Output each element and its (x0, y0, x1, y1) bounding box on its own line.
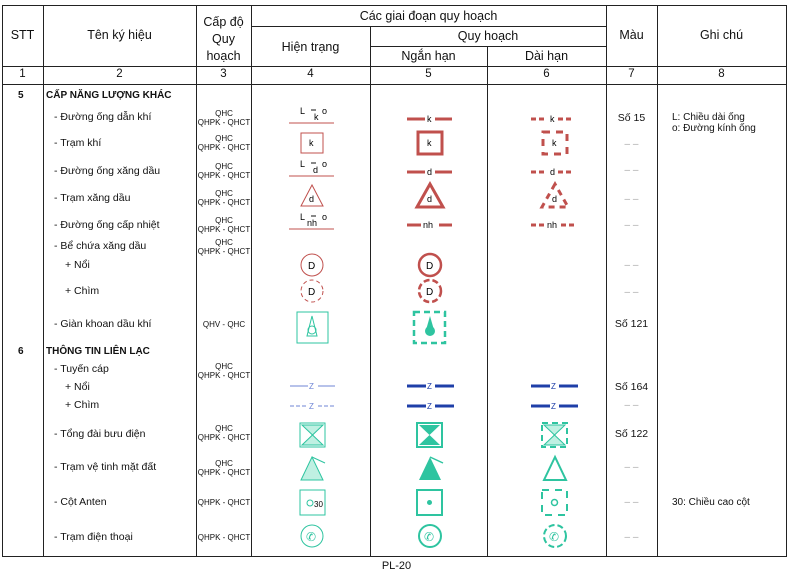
mau-row-14: – – (624, 497, 639, 508)
oil-pipe-short-term (407, 167, 452, 177)
heat-pipe-existing (289, 212, 334, 229)
level-row-2: QHC QHPK - QHCT (197, 162, 251, 180)
level-row-3: QHC QHPK - QHCT (197, 189, 251, 207)
oil-pipe-existing (289, 159, 334, 176)
row-name-duong-ong-xang-dau: - Đường ống xăng dầu (54, 165, 161, 177)
note-chieu-dai-ong: L: Chiều dài ống (672, 112, 745, 123)
level-row-0: QHC QHPK - QHCT (197, 109, 251, 127)
level-row-4: QHC QHPK - QHCT (197, 216, 251, 234)
mau-row-4: – – (624, 220, 639, 231)
header-giai-doan: Các giai đoạn quy hoạch (359, 9, 498, 23)
mau-row-10: Số 164 (614, 381, 649, 393)
phone-existing (301, 525, 323, 547)
svg-text:nh: nh (307, 218, 318, 228)
mau-row-15: – – (624, 532, 639, 543)
level-row-1: QHC QHPK - QHCT (197, 134, 251, 152)
svg-text:D: D (426, 287, 434, 298)
header-dai-han: Dài hạn (524, 49, 569, 63)
svg-text:D: D (426, 261, 434, 272)
svg-text:d: d (550, 167, 556, 177)
tank-above-short-term (419, 254, 441, 276)
level-row-12: QHC QHPK - QHCT (197, 424, 251, 442)
oil-station-existing (301, 185, 323, 206)
cable-below-short-term (407, 402, 454, 411)
tank-below-short-term (419, 280, 441, 302)
note-chieu-cao-cot: 30: Chiều cao cột (672, 497, 750, 508)
svg-text:d: d (427, 194, 433, 204)
page-footer: PL-20 (381, 560, 412, 572)
header-stt: STT (10, 28, 35, 42)
header-cap-do: Cấp độ (203, 15, 244, 29)
col-number-8: 8 (718, 68, 725, 80)
col-number-7: 7 (628, 68, 635, 80)
oil-pipe-long-term (531, 167, 572, 177)
svg-text:Z: Z (309, 402, 314, 411)
col-number-3: 3 (220, 68, 227, 80)
post-exchange-short-term (417, 423, 442, 447)
tank-below-existing (301, 280, 323, 302)
cable-below-long-term (531, 402, 578, 411)
gas-station-long-term (543, 132, 567, 154)
mau-row-8: Số 121 (614, 318, 649, 330)
row-name-duong-ong-cap-nhiet: - Đường ống cấp nhiệt (54, 219, 160, 231)
mau-row-13: – – (624, 462, 639, 473)
post-exchange-existing (300, 423, 325, 447)
oil-rig-short-term (414, 312, 445, 343)
svg-text:L: L (300, 212, 306, 222)
svg-text:d: d (427, 167, 433, 177)
header-quy-hoach-sub: Quy hoạch (457, 29, 519, 43)
antenna-short-term (417, 490, 442, 515)
row-name-chim-1: + Chìm (65, 285, 100, 297)
gas-pipe-short-term (407, 114, 452, 124)
row-name-be-chua-xang-dau: - Bể chứa xăng dầu (54, 240, 147, 252)
svg-text:nh: nh (547, 220, 558, 230)
mau-row-12: Số 122 (614, 428, 649, 440)
cable-above-long-term (531, 382, 578, 391)
svg-text:✆: ✆ (306, 530, 317, 544)
antenna-existing (300, 490, 325, 515)
section-stt-6: 6 (18, 346, 24, 357)
level-row-5: QHC QHPK - QHCT (197, 238, 251, 256)
satellite-existing (301, 457, 325, 480)
svg-text:30: 30 (314, 500, 323, 509)
row-name-noi-1: + Nổi (65, 259, 90, 271)
svg-text:o: o (322, 212, 328, 222)
col-number-1: 1 (19, 68, 26, 80)
svg-text:k: k (552, 138, 557, 148)
header-hien-trang: Hiện trạng (281, 40, 340, 54)
svg-text:k: k (309, 138, 314, 148)
row-name-chim-2: + Chìm (65, 399, 100, 411)
heat-pipe-short-term (407, 220, 452, 230)
row-name-duong-ong-dan-khi: - Đường ống dẫn khí (54, 111, 152, 123)
svg-text:L: L (300, 159, 306, 169)
row-name-gian-khoan: - Giàn khoan dầu khí (54, 318, 152, 330)
section-title-cap-nang-luong: CẤP NĂNG LƯỢNG KHÁC (46, 90, 172, 101)
svg-text:Z: Z (427, 382, 432, 391)
cable-above-existing (290, 382, 335, 391)
svg-text:o: o (322, 159, 328, 169)
mau-row-1: – – (624, 139, 639, 150)
post-exchange-long-term (542, 423, 567, 447)
col-number-2: 2 (116, 68, 123, 80)
col-number-4: 4 (307, 68, 314, 80)
gas-pipe-long-term (531, 114, 572, 124)
cable-above-short-term (407, 382, 454, 391)
gas-station-existing (301, 133, 323, 153)
col-number-5: 5 (425, 68, 432, 80)
satellite-short-term (419, 457, 443, 480)
row-name-tuyen-cap: - Tuyến cáp (54, 363, 109, 375)
svg-text:d: d (552, 194, 558, 204)
oil-rig-existing (297, 312, 328, 343)
phone-long-term (544, 525, 566, 547)
row-name-tram-ve-tinh: - Trạm vệ tinh mặt đất (54, 461, 157, 473)
header-quy: Quy (212, 32, 235, 46)
svg-text:✆: ✆ (424, 530, 435, 544)
oil-station-long-term (542, 184, 568, 207)
satellite-long-term (544, 457, 566, 480)
svg-text:✆: ✆ (549, 530, 560, 544)
header-ngan-han: Ngắn hạn (401, 49, 456, 63)
svg-text:k: k (427, 138, 432, 148)
svg-text:Z: Z (551, 382, 556, 391)
header-ten-ky-hieu: Tên ký hiệu (87, 28, 152, 42)
svg-text:d: d (313, 165, 319, 175)
row-name-cot-anten: - Cột Anten (54, 496, 107, 508)
row-name-tram-khi: - Trạm khí (54, 137, 102, 149)
header-ghi-chu: Ghi chú (699, 28, 744, 42)
svg-text:D: D (308, 287, 316, 298)
level-row-14: QHPK - QHCT (197, 498, 251, 507)
level-row-15: QHPK - QHCT (197, 533, 251, 542)
note-duong-kinh-ong: o: Đường kính ống (672, 123, 756, 134)
antenna-long-term (542, 490, 567, 515)
row-name-tram-xang-dau: - Trạm xăng dầu (54, 192, 131, 204)
col-number-6: 6 (543, 68, 550, 80)
svg-text:k: k (314, 112, 319, 122)
svg-text:nh: nh (423, 220, 434, 230)
row-name-tram-dien-thoai: - Trạm điện thoại (54, 531, 133, 543)
heat-pipe-long-term (531, 220, 576, 230)
svg-text:Z: Z (309, 382, 314, 391)
row-name-tong-dai: - Tổng đài bưu điện (54, 428, 146, 440)
cable-below-existing (290, 402, 335, 411)
mau-row-7: – – (624, 287, 639, 298)
header-mau: Màu (619, 28, 644, 42)
level-row-9: QHC QHPK - QHCT (197, 362, 251, 380)
row-name-noi-2: + Nổi (65, 381, 90, 393)
oil-station-short-term (417, 184, 443, 207)
section-stt-5: 5 (18, 90, 24, 101)
header-hoach: hoạch (206, 49, 241, 63)
svg-text:o: o (322, 106, 328, 116)
gas-pipe-existing (289, 106, 334, 123)
gas-station-short-term (418, 132, 442, 154)
svg-text:d: d (309, 194, 315, 204)
svg-text:L: L (300, 106, 306, 116)
svg-text:Z: Z (427, 402, 432, 411)
level-row-8: QHV - QHC (202, 320, 246, 329)
svg-text:Z: Z (551, 402, 556, 411)
svg-text:D: D (308, 261, 316, 272)
mau-row-11: – – (624, 400, 639, 411)
mau-row-3: – – (624, 194, 639, 205)
svg-text:k: k (550, 114, 555, 124)
level-row-13: QHC QHPK - QHCT (197, 459, 251, 477)
mau-row-6: – – (624, 260, 639, 271)
section-title-thong-tin: THÔNG TIN LIÊN LẠC (46, 346, 150, 357)
tank-above-existing (301, 254, 323, 276)
mau-row-2: – – (624, 165, 639, 176)
phone-short-term (419, 525, 441, 547)
svg-text:k: k (427, 114, 432, 124)
mau-row-0: Số 15 (617, 112, 646, 124)
